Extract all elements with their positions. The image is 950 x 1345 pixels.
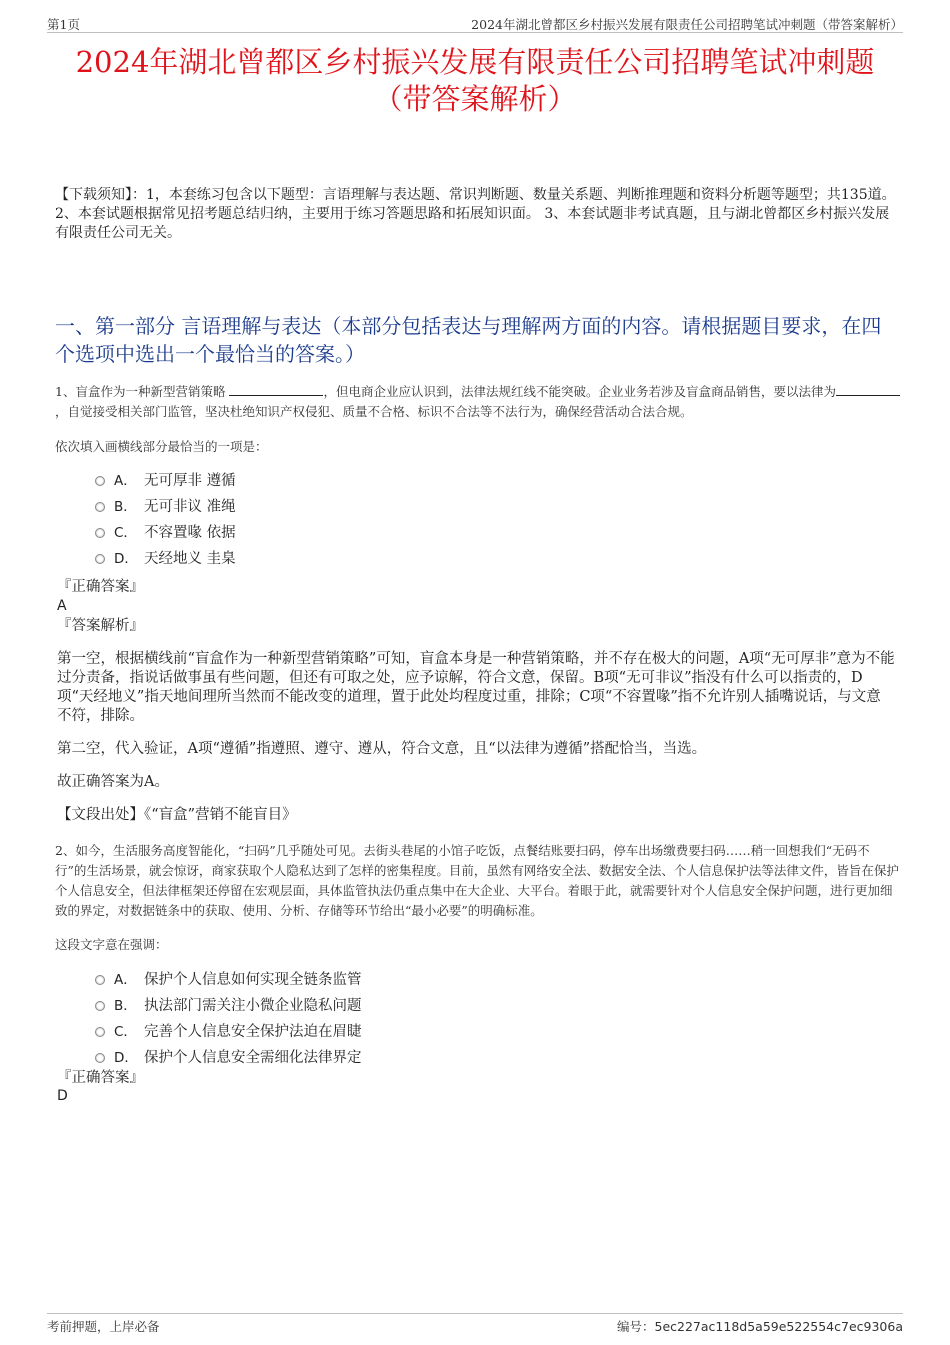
option-a[interactable] — [95, 967, 695, 993]
option-letter: D． — [114, 1050, 138, 1066]
download-notice: 【下载须知】：1，本套练习包含以下题型：言语理解与表达题、常识判断题、数量关系题、判断推理题和资料分析题等题型；共135道。 2、本套试题根据常见招考题总结归纳，主要用于练习答题思路和拓展知识面。 3、本套试题非考试真题，且与湖北曾都区乡村振兴发展有限责任公司无关。 — [55, 187, 896, 241]
option-c[interactable] — [95, 1019, 695, 1045]
option-letter: C． — [114, 1024, 137, 1040]
option-letter: D． — [114, 551, 138, 567]
option-letter: B． — [114, 499, 137, 515]
question-1-options — [95, 468, 695, 572]
document-title — [40, 44, 910, 118]
question-2-text: 2、如今，生活服务高度智能化，“扫码”几乎随处可见。去街头巷尾的小馆子吃饭，点餐结账要扫码，停车出场缴费要扫码……稍一回想我们“无码不行”的生活场景，就会惊讶，商家获取个人隐私达到了怎样的密集程度。目前，虽然有网络安全法、数据安全法、个人信息保护法等法律文件，皆旨在保护个人信息安全，但法律框架还停留在宏观层面，具体监管执法仍重点集中在大企业、大平台。着眼于此，就需要针对个人信息安全保护问题，进行更加细致的界定，对数据链条中的获取、使用、分析、存储等环节给出“最小必要”的明确标准。 — [55, 843, 899, 918]
option-d[interactable] — [95, 546, 695, 572]
title-line-1: 2024年湖北曾都区乡村振兴发展有限责任公司招聘笔试冲刺题 — [75, 45, 875, 79]
option-b[interactable] — [95, 993, 695, 1019]
radio-icon[interactable] — [95, 1027, 105, 1037]
footer-slogan: 考前押题，上岸必备 — [47, 1319, 160, 1334]
question-1-text-part-b: ，但电商企业应认识到，法律法规红线不能突破。企业业务若涉及盲盒商品销售，要以法律为 — [323, 384, 836, 399]
radio-icon[interactable] — [95, 476, 105, 486]
question-2-prompt: 这段文字意在强调： — [55, 937, 168, 952]
section-heading: 一、第一部分 言语理解与表达（本部分包括表达与理解两方面的内容。请根据题目要求，在四个选项中选出一个最恰当的答案。） — [55, 314, 882, 366]
option-d[interactable] — [95, 1045, 695, 1071]
page-number: 第1页 — [47, 17, 80, 32]
analysis-paragraph-1: 第一空，根据横线前“盲盒作为一种新型营销策略”可知，盲盒本身是一种营销策略，并不存在极大的问题，A项“无可厚非”意为不能过分责备，指说话做事虽有些问题，但还有可取之处，应予谅解，符合文意，保留。B项“无可非议”指没有什么可以指责的，D项“天经地义”指天地间理所当然而不能改变的道理，置于此处均程度过重，排除；C项“不容置喙”指不允许别人插嘴说话，与文意不符，排除。 — [57, 651, 895, 724]
option-b[interactable] — [95, 494, 695, 520]
analysis-conclusion: 故正确答案为A。 — [57, 774, 169, 790]
page-footer — [47, 1313, 903, 1336]
question-1-text-part-a: 1、盲盒作为一种新型营销策略 — [55, 384, 226, 399]
option-text: 完善个人信息安全保护法迫在眉睫 — [144, 1024, 362, 1040]
analysis-paragraph-2: 第二空，代入验证，A项“遵循”指遵照、遵守、遵从，符合文意，且“以法律为遵循”搭配恰当，当选。 — [57, 741, 707, 757]
page-header — [47, 12, 903, 33]
title-line-2: （带答案解析） — [373, 82, 577, 116]
option-a[interactable] — [95, 468, 695, 494]
radio-icon[interactable] — [95, 1001, 105, 1011]
radio-icon[interactable] — [95, 554, 105, 564]
analysis-label: 『答案解析』 — [57, 618, 144, 634]
correct-answer: A — [57, 598, 67, 614]
radio-icon[interactable] — [95, 502, 105, 512]
document-code — [617, 1317, 903, 1335]
fill-blank-2 — [836, 382, 900, 396]
option-text: 天经地义 圭臬 — [144, 551, 236, 567]
option-text: 不容置喙 依据 — [144, 525, 236, 541]
code-value: 5ec227ac118d5a59e522554c7ec9306a — [654, 1319, 903, 1334]
header-doc-title: 2024年湖北曾都区乡村振兴发展有限责任公司招聘笔试冲刺题（带答案解析） — [471, 17, 903, 32]
option-text: 保护个人信息安全需细化法律界定 — [144, 1050, 362, 1066]
code-label: 编号： — [616, 1319, 655, 1334]
option-text: 无可非议 准绳 — [144, 499, 236, 515]
radio-icon[interactable] — [95, 528, 105, 538]
option-text: 无可厚非 遵循 — [144, 473, 236, 489]
answer-label: 『正确答案』 — [57, 1070, 144, 1086]
question-2-options — [95, 967, 695, 1071]
option-letter: B． — [114, 998, 137, 1014]
question-1-text — [55, 382, 900, 422]
radio-icon[interactable] — [95, 1053, 105, 1063]
option-letter: A． — [114, 473, 137, 489]
option-letter: A． — [114, 972, 137, 988]
option-letter: C． — [114, 525, 137, 541]
option-c[interactable] — [95, 520, 695, 546]
question-1-prompt: 依次填入画横线部分最恰当的一项是： — [55, 439, 268, 454]
answer-label: 『正确答案』 — [57, 579, 144, 595]
radio-icon[interactable] — [95, 975, 105, 985]
question-1-text-part-c: ，自觉接受相关部门监管，坚决杜绝知识产权侵犯、质量不合格、标识不合法等不法行为，确保经营活动合法合规。 — [55, 404, 693, 419]
option-text: 执法部门需关注小微企业隐私问题 — [144, 998, 362, 1014]
fill-blank-1 — [229, 382, 323, 396]
correct-answer: D — [57, 1088, 68, 1104]
option-text: 保护个人信息如何实现全链条监管 — [144, 972, 362, 988]
source-citation: 【文段出处】《“盲盒”营销不能盲目》 — [57, 807, 297, 823]
